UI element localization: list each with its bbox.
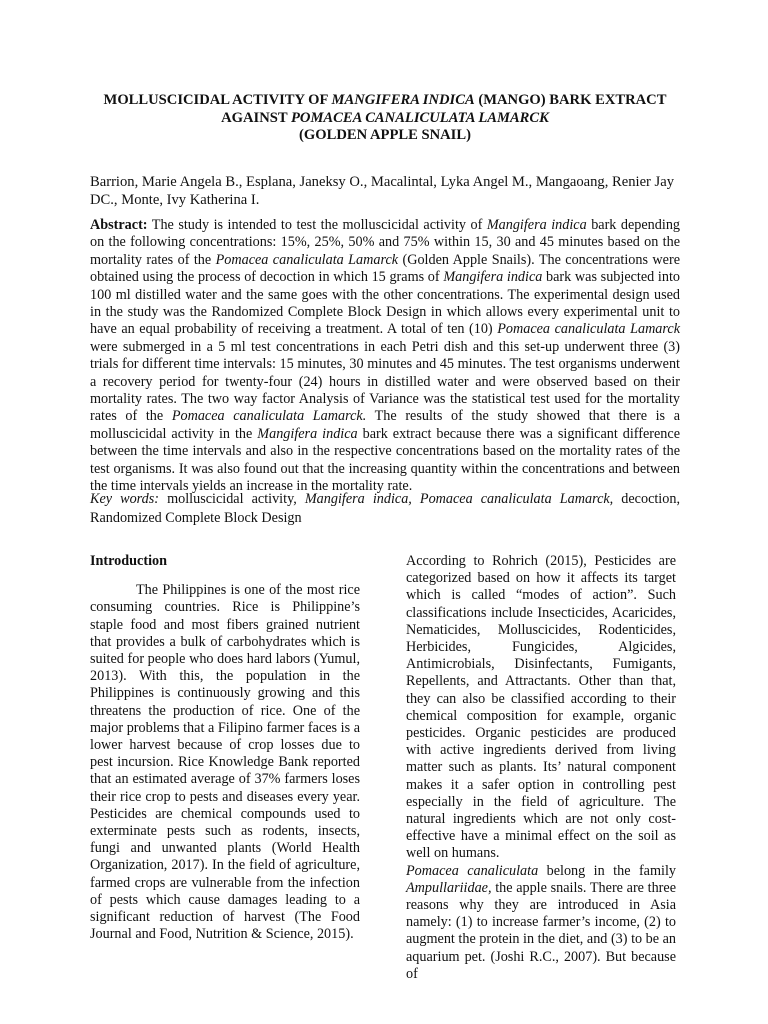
right-column (406, 553, 676, 983)
keywords-label: Key words: (90, 491, 160, 507)
title-line-2: AGAINST POMACEA CANALICULATA LAMARCK (221, 109, 549, 126)
paper-title (60, 92, 710, 145)
title-line-1: MOLLUSCICIDAL ACTIVITY OF MANGIFERA INDICA (MANGO) BARK EXTRACT (103, 92, 667, 108)
abstract: Abstract: The study is intended to test the molluscicidal activity of Mangifera indica bark depending on the following concentrations: 15%, 25%, 50% and 75% within 15, 30 and 45 minutes based on the mortality rates of the Pomacea canaliculata Lamarck (Golden Apple Snails). The concentrations were obtained using the process of decoction in which 15 grams of Mangifera indica bark was subjected into 100 ml distilled water and the same goes with the other concentrations. The experimental design used in the study was the Randomized Complete Block Design in which allows every experimental unit to have an equal probability of receiving a treatment. A total of ten (10) Pomacea canaliculata Lamarck were submerged in a 5 ml test concentrations in each Petri dish and this set-up underwent three (3) trials for different time intervals: 15 minutes, 30 minutes and 45 minutes. The test organisms underwent a recovery period for twenty-four (24) hours in distilled water and were observed based on their mortality rates. The two way factor Analysis of Variance was the statistical test used for the mortality rates of the Pomacea canaliculata Lamarck. The results of the study showed that there is a molluscicidal activity in the Mangifera indica bark extract because there was a significant difference between the time intervals and also in the respective concentrations based on the mortality rates of the test organisms. It was also found out that the increasing quantity within the concentrations and between the time intervals yields an increase in the mortality rate. (90, 217, 681, 495)
pomacea-paragraph: Pomacea canaliculata belong in the family Ampullariidae, the apple snails. There are three reasons why they are introduced in Asia namely: (1) to increase farmer’s income, (2) to augment the protein in the diet, and (3) to be an aquarium pet. (Joshi R.C., 2007). But because of (406, 862, 676, 982)
pesticides-paragraph: According to Rohrich (2015), Pesticides are categorized based on how it affects its target which is called “modes of action”. Such classifications include Insecticides, Acaricides, Nematicides, Molluscicides, Rodenticides, Herbicides, Fungicides, Algicides, Antimicrobials, Disinfectants, Fumigants, Repellents, and Attractants. Other than that, they can also be classified according to their chemical composition for example, organic pesticides. Organic pesticides are produced with active ingredients derived from living matter such as plants. Its’ natural component makes it a safer option in controlling pest especially in the field of agriculture. The natural ingredients which are not only cost-effective have a minimal effect on the soil as well on humans. (406, 553, 676, 862)
author-list: Barrion, Marie Angela B., Esplana, Janeksy O., Macalintal, Lyka Angel M., Mangaoang, Renier Jay DC., Monte, Ivy Katherina I. (90, 174, 675, 208)
left-column (90, 553, 360, 943)
abstract-label: Abstract: (90, 217, 148, 233)
title-line-3: (GOLDEN APPLE SNAIL) (299, 127, 471, 143)
keywords: Key words: molluscicidal activity, Mangifera indica, Pomacea canaliculata Lamarck, decoction, Randomized Complete Block Design (90, 491, 680, 526)
section-heading-introduction: Introduction (90, 553, 167, 569)
intro-paragraph: The Philippines is one of the most rice consuming countries. Rice is Philippine’s staple food and most fibers grained nutrient that provides a bulk of carbohydrates which is suited for people who does hard labors (Yumul, 2013). With this, the population in the Philippines is continuously growing and this threatens the production of rice. One of the major problems that a Filipino farmer faces is a lower harvest because of crop losses due to pest incursion. Rice Knowledge Bank reported that an estimated average of 37% farmers loses their rice crop to pests and diseases every year. Pesticides are chemical compounds used to exterminate pests such as rodents, insects, fungi and unwanted plants (World Health Organization, 2017). In the field of agriculture, farmed crops are vulnerable from the infection of pests which cause damages leading to a significant reduction of harvest (The Food Journal and Food, Nutrition & Science, 2015). (90, 582, 360, 943)
